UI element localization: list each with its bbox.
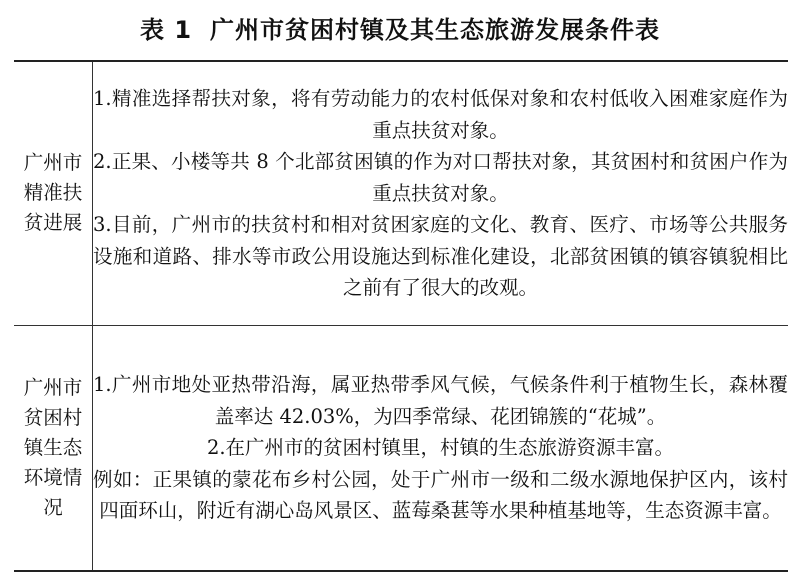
table-row — [14, 61, 788, 325]
row-content — [93, 325, 789, 571]
conditions-table — [14, 60, 788, 572]
row-heading-line: 况 — [43, 495, 63, 519]
table-number: 表 1 — [139, 15, 193, 44]
row-heading-line: 贫进展 — [23, 211, 83, 235]
table-title: 广州市贫困村镇及其生态旅游发展条件表 — [210, 15, 661, 44]
table-row — [14, 325, 788, 571]
row-heading-line: 广州市 — [23, 151, 83, 175]
row-heading — [14, 61, 93, 325]
row-heading-line: 环境情 — [23, 465, 83, 489]
content-paragraph: 1.广州市地处亚热带沿海，属亚热带季风气候，气候条件利于植物生长，森林覆盖率达 42.03%，为四季常绿、花团锦簇的“花城”。 — [93, 373, 788, 428]
table-caption — [0, 4, 800, 50]
row-heading-line: 广州市 — [23, 375, 83, 399]
row-heading — [14, 325, 93, 571]
content-paragraph: 1.精准选择帮扶对象，将有劳动能力的农村低保对象和农村低收入困难家庭作为重点扶贫对象。 — [93, 87, 788, 142]
content-paragraph: 3.目前，广州市的扶贫村和相对贫困家庭的文化、教育、医疗、市场等公共服务设施和道路、排水等市政公用设施达到标准化建设，北部贫困镇的镇容镇貌相比之前有了很大的改观。 — [93, 213, 788, 299]
row-heading-line: 贫困村 — [23, 405, 83, 429]
row-heading-line: 镇生态 — [23, 435, 83, 459]
content-paragraph: 2.在广州市的贫困村镇里，村镇的生态旅游资源丰富。 — [206, 436, 675, 459]
row-content — [93, 61, 789, 325]
row-heading-line: 精准扶 — [23, 181, 83, 205]
content-paragraph: 2.正果、小楼等共 8 个北部贫困镇的作为对口帮扶对象，其贫困村和贫困户作为重点扶贫对象。 — [93, 150, 788, 205]
content-paragraph: 例如：正果镇的蒙花布乡村公园，处于广州市一级和二级水源地保护区内，该村四面环山，附近有湖心岛风景区、蓝莓桑葚等水果种植基地等，生态资源丰富。 — [93, 467, 788, 522]
